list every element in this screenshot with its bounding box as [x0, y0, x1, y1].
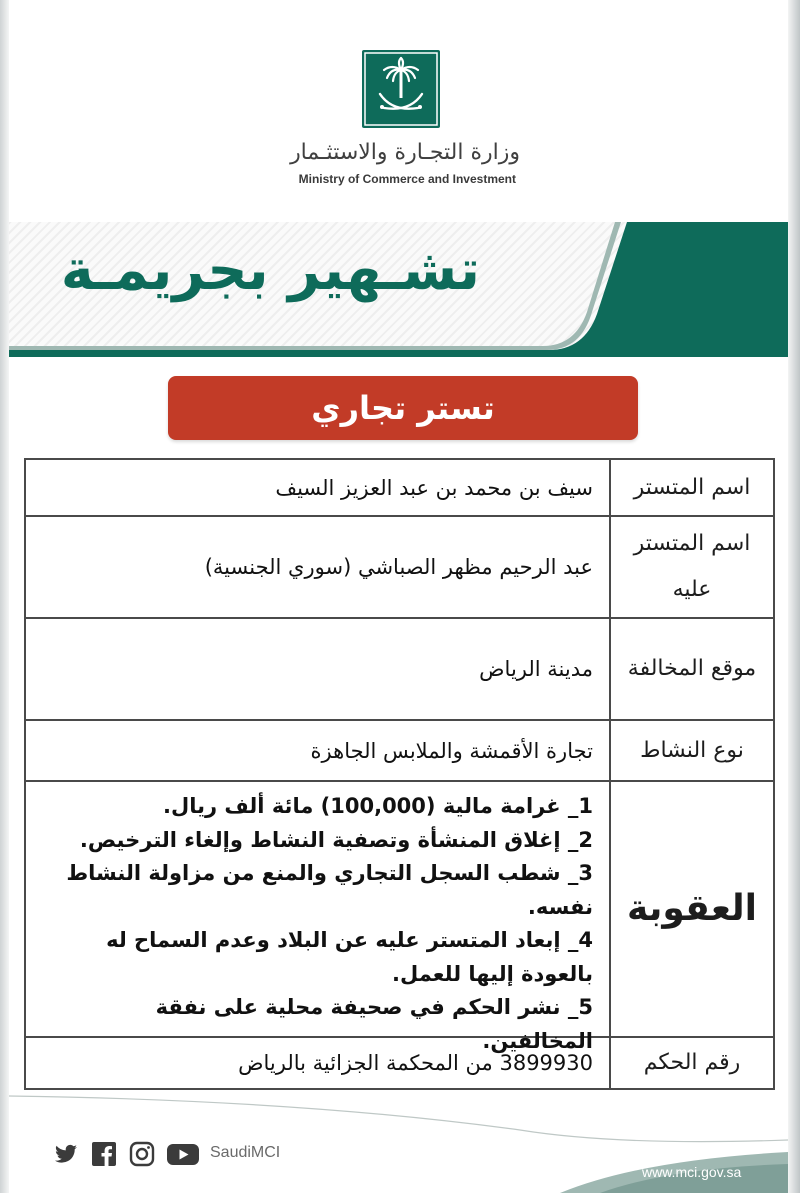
row-value: سيف بن محمد بن عبد العزيز السيف [275, 475, 593, 500]
list-item: 1_ غرامة مالية (100,000) مائة ألف ريال. [163, 794, 593, 818]
row-value [26, 782, 609, 1053]
list-item: 5_ نشر الحكم في صحيفة محلية على نفقة المخالفين. [155, 995, 593, 1053]
list-item: 4_ إبعاد المتستر عليه عن البلاد وعدم السماح له بالعودة إليها للعمل. [106, 928, 593, 986]
row-label: العقوبة [609, 782, 773, 1036]
row-label: موقع المخالفة [609, 619, 773, 719]
page-edge-left [0, 0, 9, 1193]
table-row-concealer [26, 460, 773, 517]
table-row-location [26, 619, 773, 721]
facebook-icon[interactable] [90, 1140, 118, 1168]
youtube-icon[interactable] [166, 1140, 200, 1168]
table-row-concealed [26, 517, 773, 619]
ministry-name-arabic: وزارة التجـارة والاستثـمار [290, 140, 520, 165]
row-label: رقم الحكم [609, 1038, 773, 1088]
row-value: عبد الرحيم مظهر الصباشي (سوري الجنسية) [204, 555, 593, 579]
row-value: مدينة الرياض [479, 657, 593, 681]
ministry-name-english: Ministry of Commerce and Investment [298, 172, 516, 186]
website-link[interactable]: www.mci.gov.sa [642, 1164, 742, 1180]
row-label: اسم المتستر [609, 460, 773, 515]
row-label: نوع النشاط [609, 721, 773, 780]
table-row-verdict [26, 1038, 773, 1088]
table-row-penalty [26, 782, 773, 1053]
details-table [24, 458, 775, 1090]
category-label: تستر تجاري [311, 389, 495, 427]
penalty-list [40, 782, 593, 1058]
row-value: تجارة الأقمشة والملابس الجاهزة [310, 738, 593, 763]
table-row-activity [26, 721, 773, 782]
row-label: اسم المتستر عليه [609, 517, 773, 617]
page-edge-right [788, 0, 800, 1193]
row-value: 3899930 من المحكمة الجزائية بالرياض [238, 1051, 593, 1075]
twitter-icon[interactable] [52, 1140, 80, 1168]
category-badge [168, 376, 638, 440]
instagram-icon[interactable] [128, 1140, 156, 1168]
list-item: 3_ شطب السجل التجاري والمنع من مزاولة النشاط نفسه. [66, 861, 593, 919]
page-title: تشـهير بجريمـة [60, 238, 480, 303]
social-links [52, 1140, 210, 1168]
list-item: 2_ إغلاق المنشأة وتصفية النشاط وإلغاء الترخيص. [79, 827, 593, 852]
palm-swords-emblem-icon [362, 50, 440, 128]
social-handle: SaudiMCI [210, 1144, 281, 1161]
